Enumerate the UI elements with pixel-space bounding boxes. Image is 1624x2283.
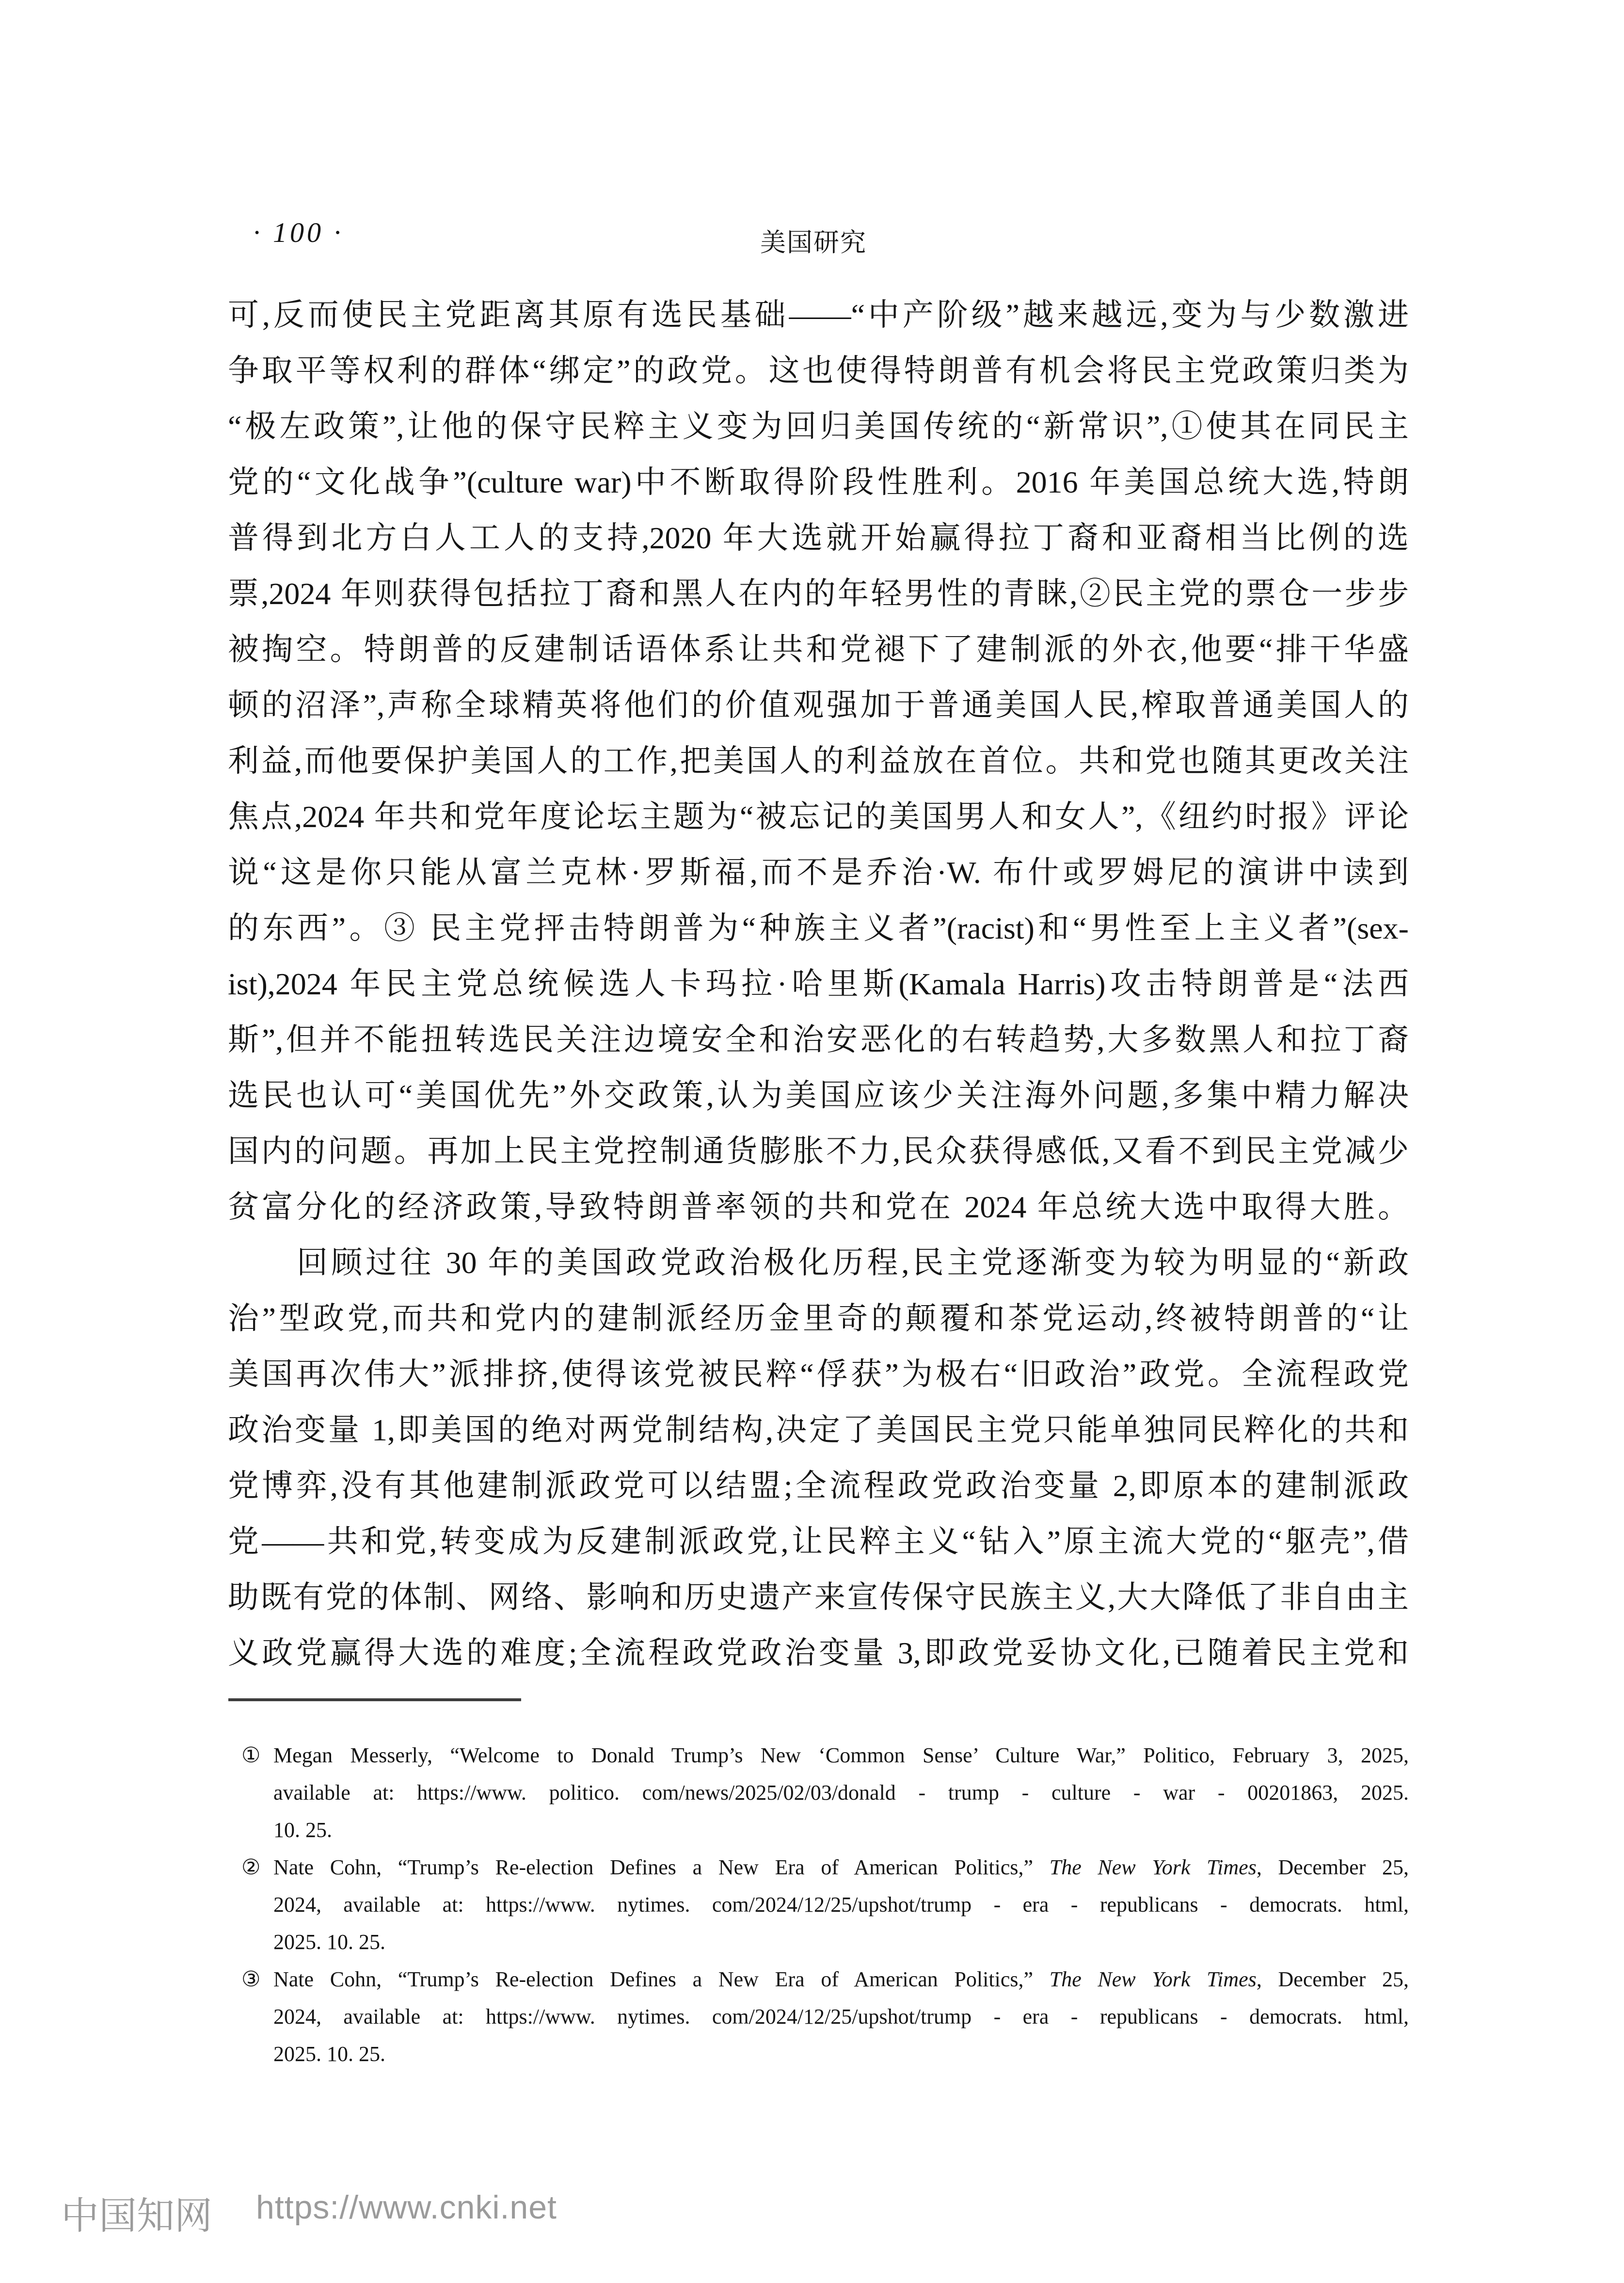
cnki-watermark-url: https://www.cnki.net: [256, 2189, 557, 2226]
footnote-line: [273, 1774, 1409, 1811]
footnote-line: [273, 1737, 1409, 1774]
footnote: [241, 1961, 1409, 2073]
body-line: 的东西”。③ 民主党抨击特朗普为“种族主义者”(racist)和“男性至上主义者”(sex-: [228, 911, 1409, 945]
body-line: 政治变量 1,即美国的绝对两党制结构,决定了美国民主党只能单独同民粹化的共和: [228, 1413, 1409, 1447]
footnote-segment: , December 25,: [1256, 1855, 1409, 1879]
body-line: 票,2024 年则获得包括拉丁裔和黑人在内的年轻男性的青睐,②民主党的票仓一步步: [228, 576, 1409, 611]
body-line: 贫富分化的经济政策,导致特朗普率领的共和党在 2024 年总统大选中取得大胜。: [228, 1190, 1409, 1224]
footnote-marker: ③: [241, 1967, 261, 1991]
footnote-text: [273, 1737, 1409, 1849]
body-line: 选民也认可“美国优先”外交政策,认为美国应该少关注海外问题,多集中精力解决: [228, 1078, 1409, 1113]
footnote-marker: ①: [241, 1743, 261, 1767]
footnote-italic-segment: The New York Times: [1049, 1855, 1257, 1879]
body-line: 义政党赢得大选的难度;全流程政党政治变量 3,即政党妥协文化,已随着民主党和: [228, 1636, 1409, 1670]
body-line: ist),2024 年民主党总统候选人卡玛拉·哈里斯(Kamala Harris)攻击特朗普是“法西: [228, 967, 1409, 1001]
body-line: 党的“文化战争”(culture war)中不断取得阶段性胜利。2016 年美国总统大选,特朗: [228, 465, 1409, 499]
footnote-segment: available at: https://www. politico. com/news/2025/02/03/donald - trump - culture - war - 00201863, 2025.: [273, 1781, 1409, 1804]
body-line: 普得到北方白人工人的支持,2020 年大选就开始赢得拉丁裔和亚裔相当比例的选: [228, 521, 1409, 555]
body-line: 国内的问题。再加上民主党控制通货膨胀不力,民众获得感低,又看不到民主党减少: [228, 1134, 1409, 1168]
body-line: 党博弈,没有其他建制派政党可以结盟;全流程政党政治变量 2,即原本的建制派政: [228, 1469, 1409, 1503]
footnote-marker: ②: [241, 1855, 261, 1879]
body-line: 党——共和党,转变成为反建制派政党,让民粹主义“钻入”原主流大党的“躯壳”,借: [228, 1524, 1409, 1559]
footnote-text: [273, 1961, 1409, 2073]
journal-title: 美国研究: [760, 229, 867, 257]
body-line: 说“这是你只能从富兰克林·罗斯福,而不是乔治·W. 布什或罗姆尼的演讲中读到: [228, 855, 1409, 890]
footnote-segment: Nate Cohn, “Trump’s Re-election Defines a New Era of American Politics,”: [273, 1855, 1050, 1879]
body-line: 可,反而使民主党距离其原有选民基础——“中产阶级”越来越远,变为与少数激进: [228, 298, 1409, 332]
footnote-line: [273, 2035, 1409, 2073]
footnote-text: [273, 1849, 1409, 1961]
body-line: 助既有党的体制、网络、影响和历史遗产来宣传保守民族主义,大大降低了非自由主: [228, 1580, 1409, 1614]
footnote-separator: [228, 1698, 521, 1701]
footnote: [241, 1849, 1409, 1961]
footnote-line: [273, 1849, 1409, 1886]
footnote-line: [273, 1886, 1409, 1923]
footnote-line: [273, 1923, 1409, 1961]
footnote-line: [273, 1961, 1409, 1998]
footnote-segment: 2025. 10. 25.: [273, 2042, 385, 2066]
body-line: 美国再次伟大”派排挤,使得该党被民粹“俘获”为极右“旧政治”政党。全流程政党: [228, 1357, 1409, 1391]
body-line: 利益,而他要保护美国人的工作,把美国人的利益放在首位。共和党也随其更改关注: [228, 744, 1409, 778]
footnotes: [241, 1737, 1409, 2073]
page-number: · 100 ·: [253, 217, 344, 248]
body-line: 被掏空。特朗普的反建制话语体系让共和党褪下了建制派的外衣,他要“排干华盛: [228, 632, 1409, 667]
footnote-segment: , December 25,: [1256, 1967, 1409, 1991]
footnote-segment: 10. 25.: [273, 1818, 332, 1842]
body-line: 治”型政党,而共和党内的建制派经历金里奇的颠覆和茶党运动,终被特朗普的“让: [228, 1301, 1409, 1336]
footnote-italic-segment: The New York Times: [1049, 1967, 1257, 1991]
body-line: “极左政策”,让他的保守民粹主义变为回归美国传统的“新常识”,①使其在同民主: [228, 409, 1409, 444]
footnote-segment: Megan Messerly, “Welcome to Donald Trump’s New ‘Common Sense’ Culture War,” Politico, February 3, 2025,: [273, 1743, 1409, 1767]
body-line: 斯”,但并不能扭转选民关注边境安全和治安恶化的右转趋势,大多数黑人和拉丁裔: [228, 1022, 1409, 1057]
article-body: [228, 287, 1409, 1681]
body-line: 回顾过往 30 年的美国政党政治极化历程,民主党逐渐变为较为明显的“新政: [228, 1245, 1409, 1280]
footnote: [241, 1737, 1409, 1849]
footnote-line: [273, 1811, 1409, 1849]
footnote-segment: 2025. 10. 25.: [273, 1930, 385, 1954]
footnote-line: [273, 1998, 1409, 2035]
body-line: 争取平等权利的群体“绑定”的政党。这也使得特朗普有机会将民主党政策归类为: [228, 353, 1409, 388]
footnote-segment: 2024, available at: https://www. nytimes. com/2024/12/25/upshot/trump - era - republicans - democrats. html,: [273, 2005, 1409, 2028]
body-line: 顿的沼泽”,声称全球精英将他们的价值观强加于普通美国人民,榨取普通美国人的: [228, 688, 1409, 722]
body-line: 焦点,2024 年共和党年度论坛主题为“被忘记的美国男人和女人”,《纽约时报》评论: [228, 799, 1409, 834]
footnote-segment: 2024, available at: https://www. nytimes. com/2024/12/25/upshot/trump - era - republicans - democrats. html,: [273, 1893, 1409, 1916]
footnote-segment: Nate Cohn, “Trump’s Re-election Defines a New Era of American Politics,”: [273, 1967, 1050, 1991]
cnki-watermark-logo-text: 中国知网: [61, 2194, 213, 2237]
